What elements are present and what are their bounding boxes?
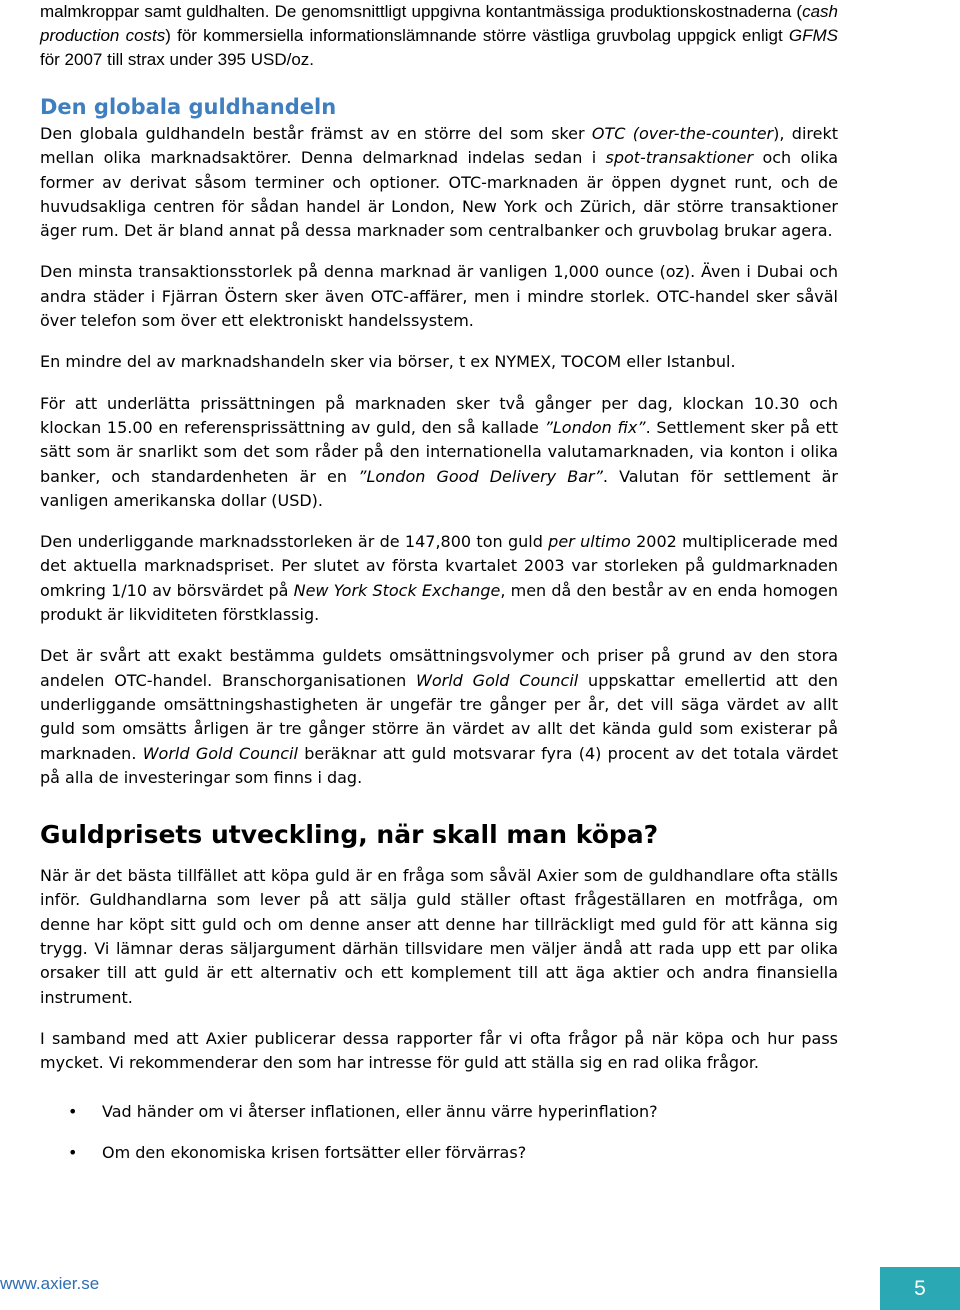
text: Den globala guldhandeln består främst av en större del som sker: [40, 124, 592, 143]
text: ), direkt mellan olika marknadsaktörer. Denna delmarknad indelas sedan i: [40, 124, 839, 168]
list-item: [40, 1141, 838, 1165]
list-item-text: Om den ekonomiska krisen fortsätter eller förvärras?: [102, 1142, 527, 1162]
paragraph: Den minsta transaktionsstorlek på denna marknad är vanligen 1,000 ounce (oz). Även i Dubai och andra städer i Fjärran Östern sker även OTC-affärer, men i mindre storlek. OTC-handel sker såväl över telefon som över ett elektroniskt handelssystem.: [40, 262, 838, 331]
text: Det är svårt att exakt bestämma guldets omsättningsvolymer och priser på grund av den stora andelen OTC-handel. Branschorganisationen: [40, 646, 838, 690]
paragraph: [40, 530, 838, 627]
page-number-badge: [880, 1267, 960, 1310]
text: beräknar att guld motsvarar fyra (4) procent av det totala värdet på alla de investeringar som finns i dag.: [40, 743, 838, 787]
intro-text: för 2007 till strax under 395 USD/oz.: [40, 50, 315, 69]
intro-gfms: GFMS: [788, 26, 838, 45]
text: Den underliggande marknadsstorleken är de 147,800 ton guld: [40, 532, 549, 552]
footer-website-link[interactable]: www.axier.se: [0, 1274, 100, 1293]
question-list: [40, 1100, 838, 1165]
paragraph: En mindre del av marknadshandeln sker via börser, t ex NYMEX, TOCOM eller Istanbul.: [40, 352, 736, 372]
intro-text: malmkroppar samt guldhalten. De genomsnittligt uppgivna kontantmässiga produktionskostnaderna (: [40, 2, 803, 21]
italic-text: New York Stock Exchange: [293, 580, 501, 600]
list-item-text: Vad händer om vi återser inflationen, eller ännu värre hyperinflation?: [102, 1101, 658, 1121]
intro-text: ) för kommersiella informationslämnande större västliga gruvbolag uppgick enligt: [165, 26, 789, 45]
paragraph: När är det bästa tillfället att köpa guld är en fråga som såväl Axier som de guldhandlare ofta ställs inför. Guldhandlarna som lever på att sälja guld ställer oftast frågeställaren en motfråga, om denne har köpt sitt guld och om denne anser att denne har tillräckligt med guld för att känna sig trygg. Vi lämnar deras säljargument därhän tillsvidare men väljer ändå att rada upp ett par olika orsaker till att guld är ett alternativ och ett komplement till att äga aktier och andra finansiella instrument.: [40, 866, 838, 1007]
italic-text: per ultimo: [548, 532, 631, 552]
section-heading-global-trade: Den globala guldhandeln: [40, 95, 337, 119]
paragraph: [40, 122, 838, 243]
text: uppskattar emellertid att den underliggande omsättningshastigheten är ungefär tre gånger per år, det vill säga värdet av allt guld som omsätts årligen är tre gånger större än värdet av allt det kända guld som existerar på marknaden.: [40, 670, 838, 763]
text: För att underlätta prissättningen på marknaden sker två gånger per dag, klockan 10.30 och klockan 15.00 en referensprissättning av guld, den så kallade: [40, 393, 838, 437]
paragraph: [40, 644, 838, 790]
section-heading-gold-price: Guldprisets utveckling, när skall man köpa?: [40, 820, 659, 850]
italic-text: World Gold Council: [142, 743, 298, 763]
bullet-icon: •: [68, 1101, 78, 1121]
text: . Valutan för settlement är vanligen amerikanska dollar (USD).: [40, 466, 838, 510]
intro-italic: cash production costs: [40, 2, 838, 45]
text: och olika former av derivat såsom terminer och optioner. OTC-marknaden är öppen dygnet runt, och de huvudsakliga centren för sådan handel är London, New York och Zürich, där större transaktioner äger rum. Det är bland annat på dessa marknader som centralbanker och gruvbolag brukar agera.: [40, 148, 838, 241]
document-body: [40, 0, 838, 1182]
text: . Settlement sker på ett sätt som är snarlikt som det som råder på den internationella valutamarknaden, via konton i olika banker, och standardenheten är en: [40, 417, 839, 486]
italic-text: spot-transaktioner: [605, 148, 754, 168]
list-item: [40, 1100, 838, 1124]
italic-text: OTC (over-the-counter: [591, 124, 774, 143]
bullet-icon: •: [68, 1142, 78, 1162]
paragraph: I samband med att Axier publicerar dessa rapporter får vi ofta frågor på när köpa och hur pass mycket. Vi rekommenderar den som har intresse för guld att ställa sig en rad olika frågor.: [40, 1028, 838, 1073]
intro-paragraph: [40, 0, 838, 72]
text: , men då den består av en enda homogen produkt är likviditeten förstklassig.: [40, 580, 839, 625]
text: 2002 multiplicerade med det aktuella marknadspriset. Per slutet av första kvartalet 2003 var storleken på guldmarknaden omkring 1/10 av börsvärdet på: [40, 532, 839, 600]
paragraph: [40, 392, 838, 513]
italic-text: World Gold Council: [416, 670, 579, 690]
italic-text: ”London fix”: [544, 417, 646, 437]
page-number: 5: [914, 1276, 926, 1300]
italic-text: ”London Good Delivery Bar”: [358, 466, 603, 486]
